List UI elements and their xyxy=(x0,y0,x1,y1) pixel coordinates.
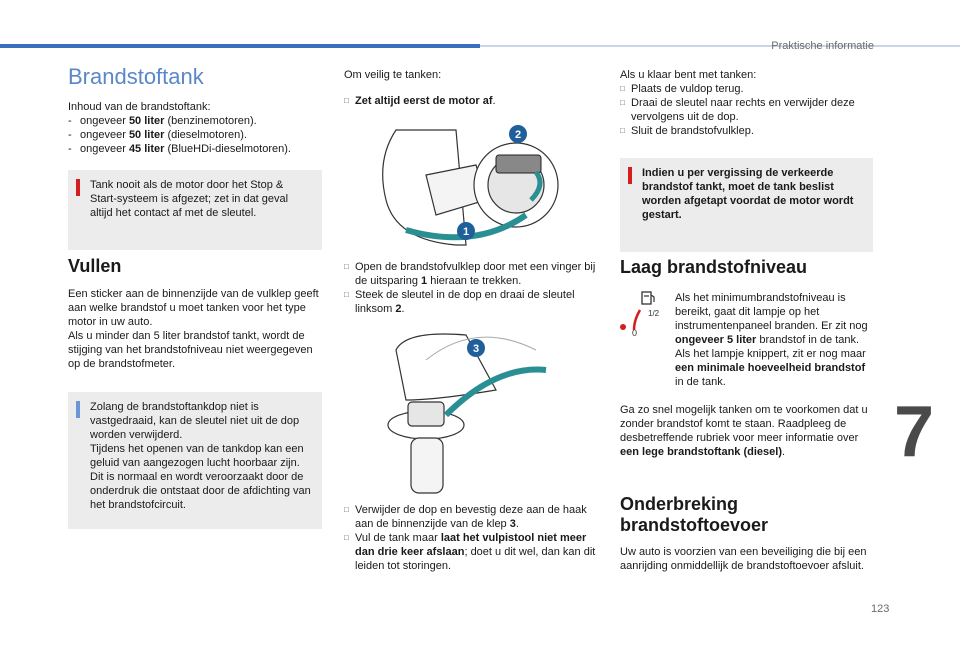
capacity-item: - ongeveer 50 liter (dieselmotoren). xyxy=(68,128,326,142)
capacity-intro: Inhoud van de brandstoftank: xyxy=(68,101,211,113)
step-insert-key: □ Steek de sleutel in de dop en draai de sleutel linksom 2. xyxy=(344,288,602,316)
key xyxy=(496,155,541,173)
wrong-fuel-text: Indien u per vergissing de verkeerde brandstof tankt, moet de tank beslist worden afgetapt voordat de motor wordt gestart. xyxy=(642,167,854,221)
info-text: Tijdens het openen van de tankdop kan een geluid van aangezogen lucht hoorbaar zijn. Dit is normaal en wordt veroorzaakt door de onderdruk die ontstaat door de afdichting van het brandstofcircuit. xyxy=(90,443,311,511)
step-open-flap: □ Open de brandstofvulklep door met een vinger bij de uitsparing 1 hieraan te trekken. xyxy=(344,260,602,288)
low-fuel-title: Laag brandstofniveau xyxy=(620,257,808,277)
fill-text: Een sticker aan de binnenzijde van de vulklep geeft aan welke brandstof u moet tanken voor het type motor in uw auto. xyxy=(68,288,319,328)
warning-text: Tank nooit als de motor door het Stop & Start-systeem is afgezet; zet in dat geval altijd het contact af met de sleutel. xyxy=(90,179,289,219)
gauge-empty: 0 xyxy=(632,328,638,338)
step-engine-off: □ Zet altijd eerst de motor af. xyxy=(344,94,602,108)
gauge-arc xyxy=(634,310,640,330)
cap-top xyxy=(408,402,444,426)
page-title: Brandstoftank xyxy=(68,64,204,89)
done-step: □ Draai de sleutel naar rechts en verwijder deze vervolgens uit de dop. xyxy=(620,96,878,124)
steps-close xyxy=(344,503,602,573)
section-header: Praktische informatie xyxy=(771,40,874,52)
wrong-fuel-warning xyxy=(620,158,873,252)
done-step: □ Plaats de vuldop terug. xyxy=(620,82,878,96)
refuel-advice: Ga zo snel mogelijk tanken om te voorkomen dat u zonder brandstof komt te staan. Raadpleeg de desbetreffende rubriek voor meer informatie over een lege brandstoftank (diesel). xyxy=(620,404,868,458)
low-fuel-lamp xyxy=(620,324,626,330)
label-3: 3 xyxy=(472,343,480,355)
gauge-half: 1/2 xyxy=(648,309,660,318)
warning-box xyxy=(68,170,322,250)
fuel-cutoff-text: Uw auto is voorzien van een beveiliging die bij een aanrijding onmiddellijk de brandstoftoevoer afsluit. xyxy=(620,546,867,572)
column-3 xyxy=(620,68,878,138)
capacity-item: - ongeveer 50 liter (benzinemotoren). xyxy=(68,114,326,128)
capacity-list xyxy=(68,114,326,156)
header-bar xyxy=(0,44,480,48)
fill-title: Vullen xyxy=(68,256,122,276)
info-icon xyxy=(76,401,80,418)
info-text: Zolang de brandstoftankdop niet is vastgedraaid, kan de sleutel niet uit de dop worden verwijderd. xyxy=(90,401,300,441)
fuel-cutoff-title: Onderbreking brandstoftoevoer xyxy=(620,494,769,535)
fill-section xyxy=(68,256,326,371)
column-2 xyxy=(344,68,602,108)
cap-removal-illustration xyxy=(386,330,586,500)
chapter-number: 7 xyxy=(894,392,935,472)
done-step: □ Sluit de brandstofvulklep. xyxy=(620,124,878,138)
warning-icon xyxy=(76,179,80,196)
key-fob xyxy=(411,438,443,493)
refuel-intro: Om veilig te tanken: xyxy=(344,69,442,81)
page-number: 123 xyxy=(871,603,890,615)
label-2: 2 xyxy=(514,129,522,141)
steps-open xyxy=(344,260,602,316)
fuel-pump-symbol xyxy=(642,292,651,304)
info-box xyxy=(68,392,322,529)
label-1: 1 xyxy=(462,226,470,238)
done-intro: Als u klaar bent met tanken: xyxy=(620,69,757,81)
low-fuel-text: Als het minimumbrandstofniveau is bereikt, gaat dit lampje op het instrumentenpaneel branden. Er zit nog ongeveer 5 liter brandstof in de tank. Als het lampje knippert, zit er nog maar een minimale hoeveelheid brandstof in de tank. xyxy=(675,292,868,388)
step-remove-cap: □ Verwijder de dop en bevestig deze aan de haak aan de binnenzijde van de klep 3. xyxy=(344,503,602,531)
header-bar-light xyxy=(480,45,960,47)
capacity-item: - ongeveer 45 liter (BlueHDi-dieselmotoren). xyxy=(68,142,326,156)
fuel-gauge-icon xyxy=(618,290,668,340)
warning-icon xyxy=(628,167,632,184)
fuel-flap-illustration xyxy=(366,120,566,250)
fill-text: Als u minder dan 5 liter brandstof tankt, wordt de stijging van het brandstofniveau niet weergegeven op de brandstofmeter. xyxy=(68,330,313,370)
step-fill-tank: □ Vul de tank maar laat het vulpistool niet meer dan drie keer afslaan; doet u dit wel, dan kan dit leiden tot storingen. xyxy=(344,531,602,573)
column-1 xyxy=(68,64,326,156)
